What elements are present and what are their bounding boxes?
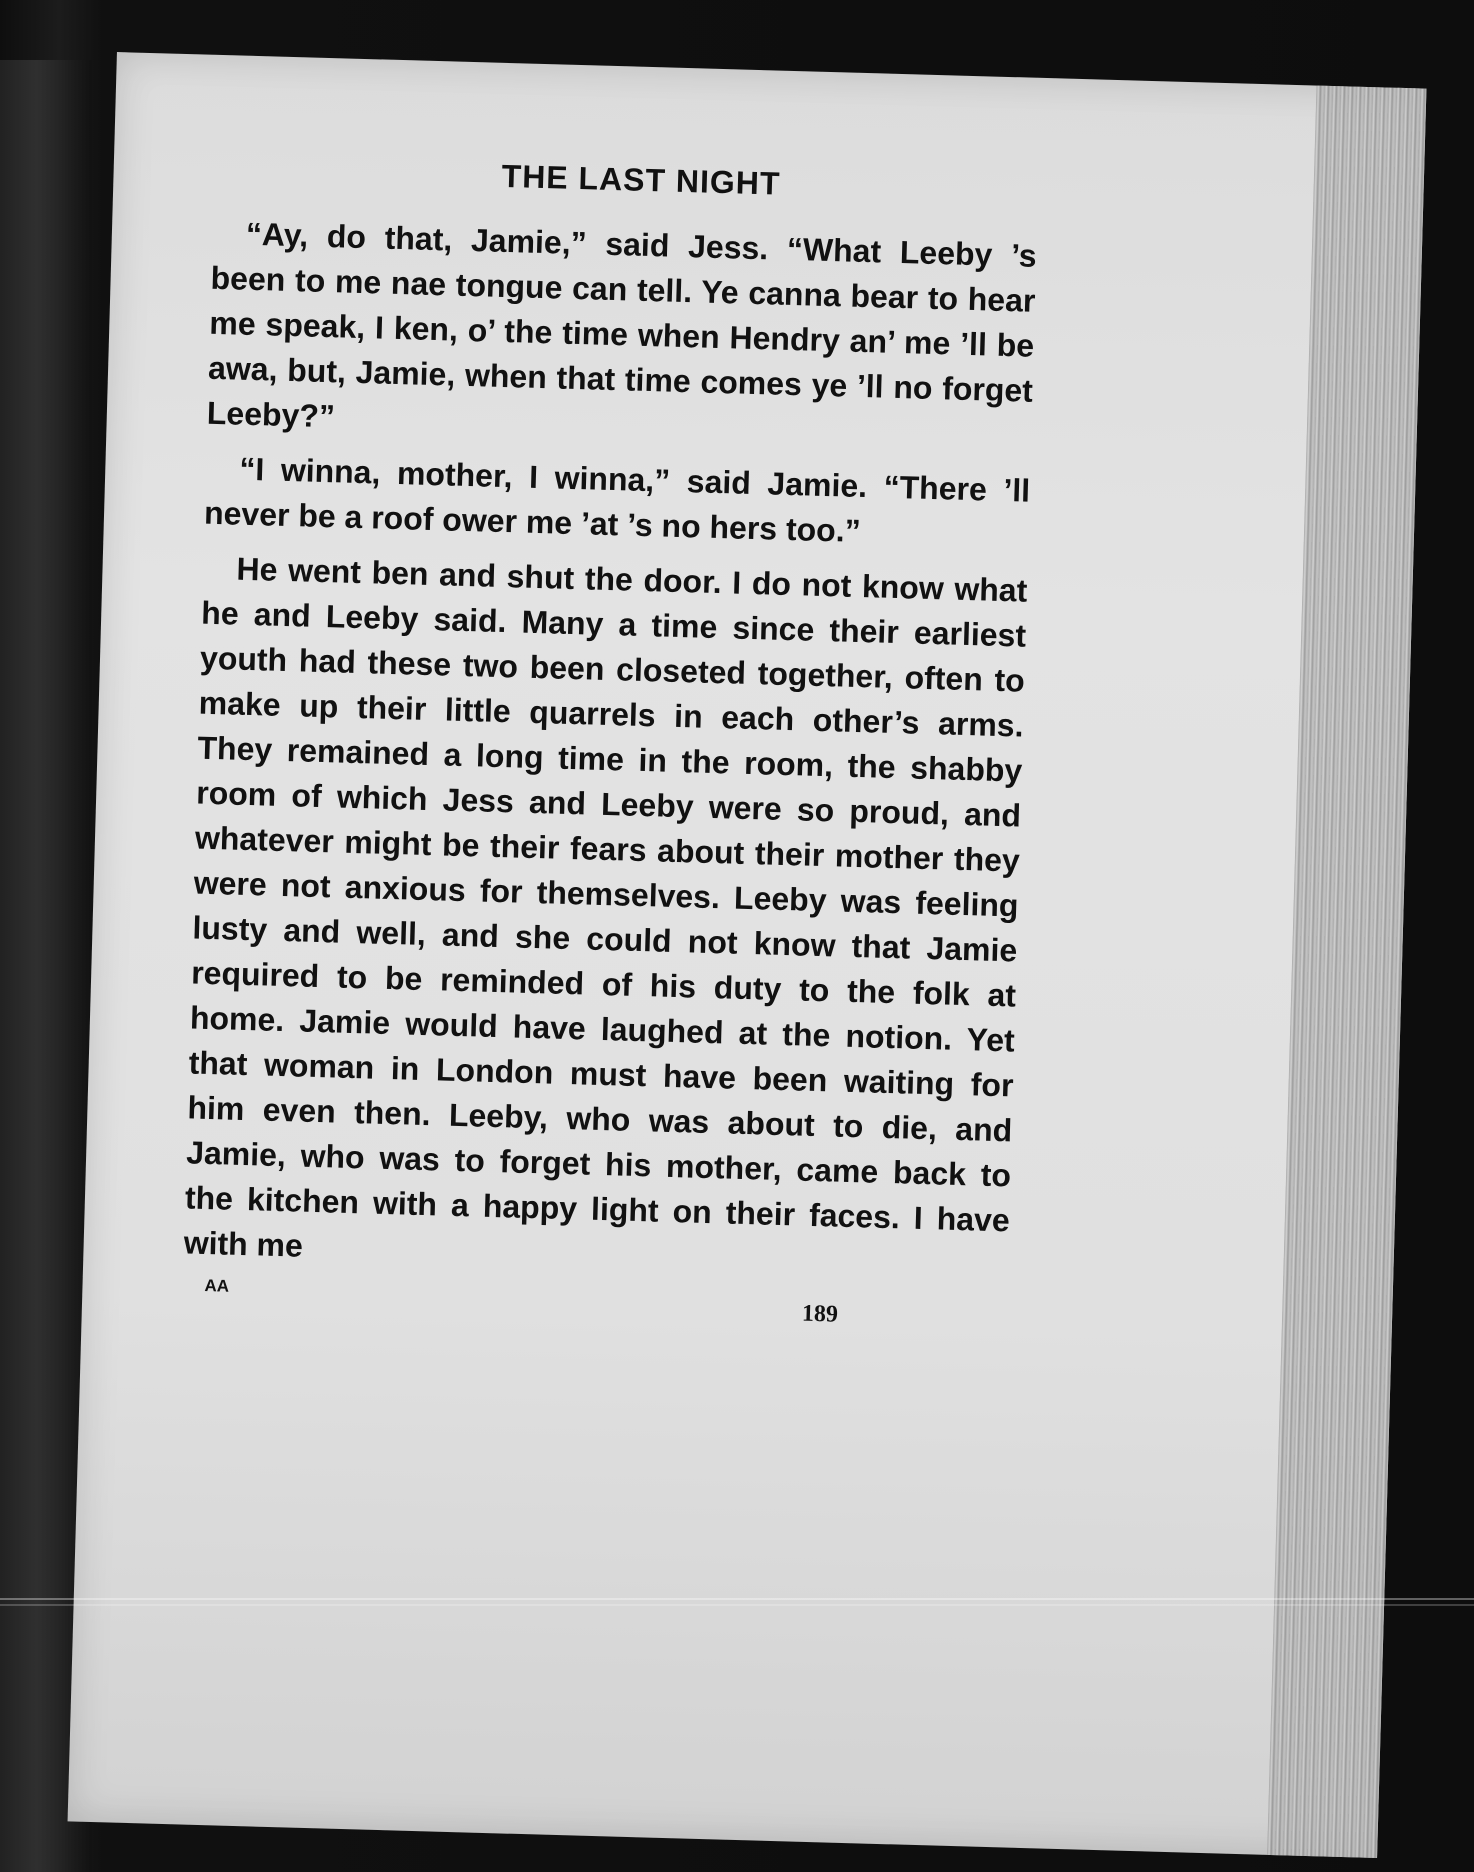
paragraph-3: He went ben and shut the door. I do not know what he and Leeby said. Many a time since their earliest youth had these two been closeted together, often to make up their little quarrels in each other’s arms. They remained a long time in the room, the shabby room of which Jess and Leeby were so proud, and whatever might be their fears about their mother they were not anxious for themselves. Leeby was feeling lusty and well, and she could not know that Jamie required to be reminded of his duty to the folk at home. Jamie would have laughed at the notion. Yet that woman in London must have been waiting for him even then. Leeby, who was about to die, and Jamie, who was to forget his mother, came back to the kitchen with a happy light on their faces. I have with me [183,550,1028,1264]
paragraph-1: “Ay, do that, Jamie,” said Jess. “What Leeby ’s been to me nae tongue can tell. Ye canna bear to hear me speak, I ken, o’ the time when Hendry an’ me ’ll be awa, but, Jamie, when that time comes ye ’ll no forget Leeby?” [206,215,1038,435]
scan-artifact-line [0,1598,1474,1600]
signature-mark: AA [204,1275,230,1296]
scan-artifact-line [0,1604,1474,1606]
running-head: THE LAST NIGHT [501,157,781,202]
paragraph-2: “I winna, mother, I winna,” said Jamie. “There ’ll never be a roof ower me ’at ’s no hers too.” [203,450,1031,550]
page-number: 189 [801,1300,839,1328]
book-page [68,52,1427,1858]
page-text-block [182,150,1039,1339]
